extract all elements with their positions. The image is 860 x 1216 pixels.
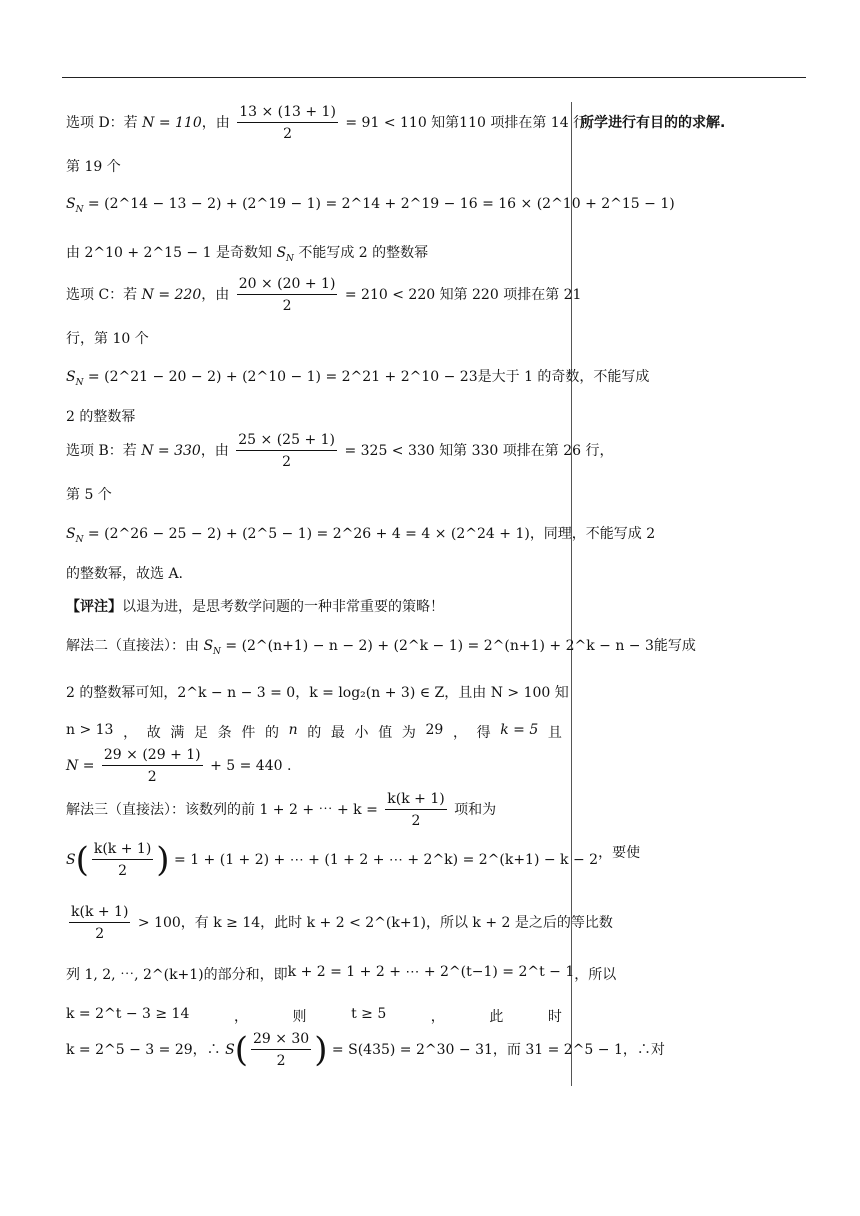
option-c-sum: $S_N$ = (2^21 − 20 − 2) + (2^10 − 1) = 2^21 + 2^10 − 23是大于 1 的奇数，不能写成 — [66, 369, 650, 388]
option-b-sum: $S_N$ = (2^26 − 25 − 2) + (2^5 − 1) = 2^26 + 4 = 4 × (2^24 + 1)，同理，不能写成 2 — [66, 526, 656, 545]
fraction: $\frac{20 \times (20 + 1)}{2}$ — [238, 276, 336, 314]
method3-line1: 解法三（直接法）：该数列的前 1 + 2 + ⋯ + k = $\frac{k(k + 1)}{2}$ 项和为 — [66, 791, 497, 829]
option-c-line2: 行，第 10 个 — [66, 331, 149, 347]
method3-line3: $\frac{k(k + 1)}{2}$ > 100，有 k ≥ 14，此时 k + 2 < 2^(k+1)，所以 k + 2 是之后的等比数 — [71, 904, 613, 942]
fraction: $\frac{25 \times (25 + 1)}{2}$ — [238, 432, 335, 470]
option-b-line4: 的整数幂，故选 A. — [66, 566, 184, 582]
option-b-line1: 选项 B：若 N = 330，由 $\frac{25 \times (25 + 1)}{2}$ = 325 < 330 知第 330 项排在第 26 行， — [66, 432, 614, 470]
fraction: $\frac{13 \times (13 + 1)}{2}$ — [239, 104, 336, 142]
fraction: $\frac{k(k + 1)}{2}$ — [93, 841, 152, 879]
fraction: $\frac{k(k + 1)}{2}$ — [387, 791, 445, 829]
fraction: $\frac{29 \times (29 + 1)}{2}$ — [103, 747, 201, 785]
method3-line2: S( $\frac{k(k + 1)}{2}$ ) = 1 + (1 + 2) + ⋯ + (1 + 2 + ⋯ + 2^k) = 2^(k+1) − k − 2 ， 要 使 — [66, 840, 641, 880]
option-b-line2: 第 5 个 — [66, 487, 112, 503]
option-c-line4: 2 的整数幂 — [66, 409, 136, 425]
comment: 【评注】以退为进，是思考数学问题的一种非常重要的策略！ — [66, 599, 444, 615]
method2-line4: N = $\frac{29 \times (29 + 1)}{2}$ + 5 = 440 . — [66, 747, 292, 785]
method2-line3: n > 13 ， 故 满 足 条 件 的 n 的 最 小 值 为 29 ， 得 k = 5 且 — [66, 722, 562, 741]
option-c-line1: 选项 C：若 N = 220，由 $\frac{20 \times (20 + 1)}{2}$ = 210 < 220 知第 220 项排在第 21 — [66, 276, 582, 314]
option-d-conclusion: 由 2^10 + 2^15 − 1 是奇数知 $S_N$ 不能写成 2 的整数幂 — [66, 245, 429, 264]
option-d-line2: 第 19 个 — [66, 159, 121, 175]
option-d-sum: $S_N$ = (2^14 − 13 − 2) + (2^19 − 1) = 2^14 + 2^19 − 16 = 16 × (2^10 + 2^15 − 1) — [66, 196, 675, 215]
fraction: $\frac{29 \times 30}{2}$ — [252, 1031, 310, 1069]
method3-line6: k = 2^5 − 3 = 29，∴ S( $\frac{29 \times 30}{2}$ ) = S(435) = 2^30 − 31，而 31 = 2^5 − 1，∴对 — [66, 1030, 665, 1070]
header-rule — [62, 77, 806, 78]
method3-line4: 列 1, 2, ⋯, 2^(k+1) 的 部 分 和， 即 k + 2 = 1 + 2 + ⋯ + 2^(t−1) = 2^t − 1 ， 所 以 — [66, 964, 617, 983]
method3-line5: k = 2^t − 3 ≥ 14 ， 则 t ≥ 5 ， 此 时 — [66, 1006, 562, 1025]
fraction: $\frac{k(k + 1)}{2}$ — [71, 904, 129, 942]
side-note: 所学进行有目的的求解. — [580, 115, 726, 131]
option-d-line1: 选项 D：若 N = 110，由 $\frac{13 \times (13 + 1)}{2}$ = 91 < 110 知第110 项排在第 14 行， — [66, 104, 602, 142]
method2-line1: 解法二（直接法）：由 $S_N$ = (2^(n+1) − n − 2) + (2^k − 1) = 2^(n+1) + 2^k − n − 3能写成 — [66, 638, 696, 657]
method2-line2: 2 的整数幂可知，2^k − n − 3 = 0，k = log₂(n + 3) ∈ Z，且由 N > 100 知 — [66, 685, 569, 701]
